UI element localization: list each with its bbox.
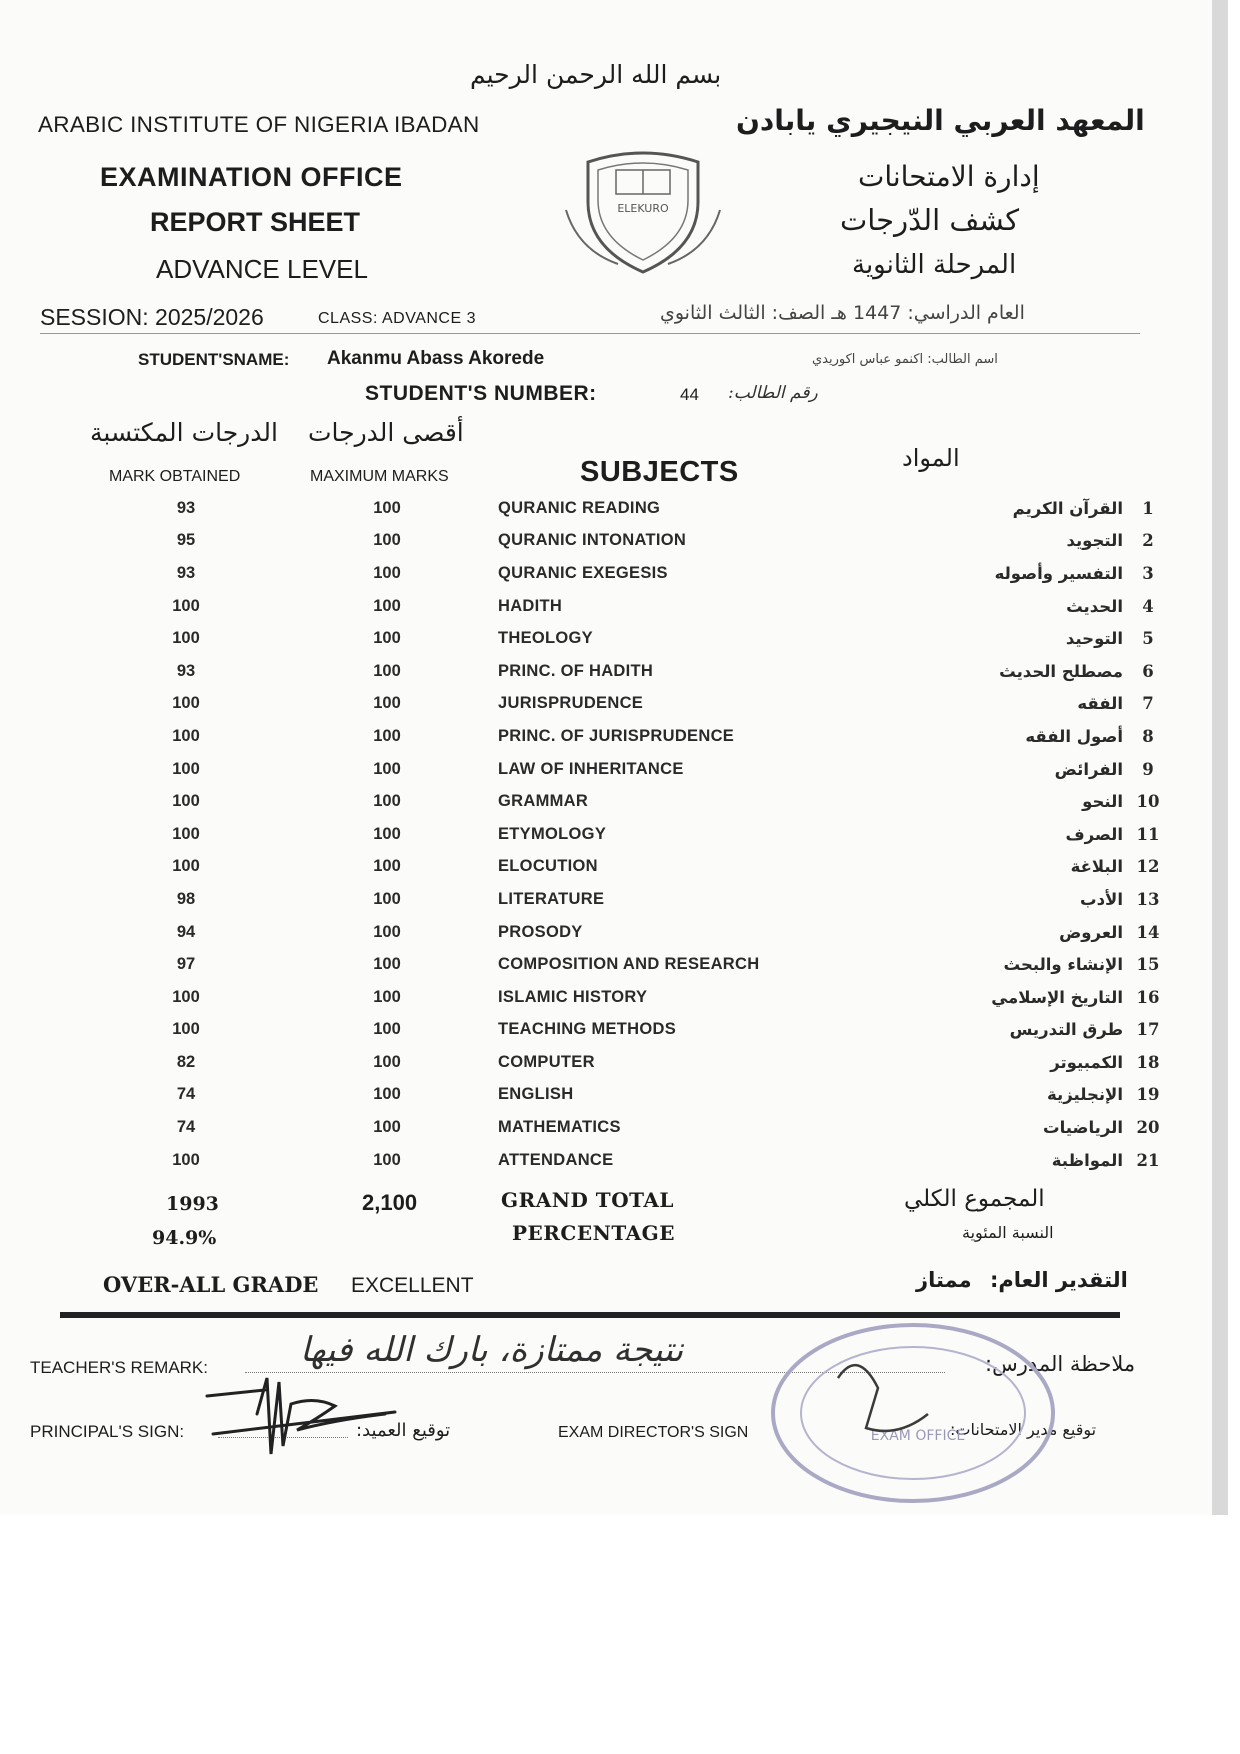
mark-obtained-cell: 74 <box>176 1085 196 1104</box>
student-number-label: STUDENT'S NUMBER: <box>365 382 597 405</box>
mark-obtained-cell: 97 <box>176 955 196 974</box>
mark-obtained-cell: 100 <box>172 857 200 876</box>
table-row <box>96 1014 1173 1047</box>
maximum-mark-cell: 100 <box>373 792 401 811</box>
mark-obtained-cell: 93 <box>176 563 196 582</box>
maximum-mark-cell: 100 <box>373 1020 401 1039</box>
table-row <box>96 818 1173 851</box>
percentage-label-ar: النسبة المئوية <box>962 1223 1054 1242</box>
grand-total-obtained: 1993 <box>166 1193 219 1215</box>
maximum-marks-ar-header: أقصى الدرجات <box>308 418 464 447</box>
subject-cell: ETYMOLOGY <box>498 824 607 843</box>
table-row <box>96 1046 1173 1079</box>
mark-obtained-cell: 100 <box>172 694 200 713</box>
maximum-mark-cell: 100 <box>373 629 401 648</box>
basmala: بسم الله الرحمن الرحيم <box>470 60 722 89</box>
maximum-mark-cell: 100 <box>373 759 401 778</box>
overall-grade-label: OVER-ALL GRADE <box>103 1272 319 1297</box>
teacher-remark-label-ar: ملاحظة المدرس: <box>985 1352 1136 1376</box>
subject-cell: PROSODY <box>498 922 583 941</box>
maximum-mark-cell: 100 <box>373 726 401 745</box>
mark-obtained-header: MARK OBTAINED <box>109 468 241 485</box>
mark-obtained-cell: 100 <box>172 987 200 1006</box>
table-row <box>96 948 1173 981</box>
subject-cell: ENGLISH <box>498 1085 574 1104</box>
subject-ar-cell: الرياضيات <box>1043 1118 1123 1138</box>
overall-grade-label-ar: التقدير العام: <box>990 1268 1128 1292</box>
subject-ar-cell: الأدب <box>1080 889 1123 909</box>
stamp-text: EXAM OFFICE <box>870 1428 966 1444</box>
maximum-mark-cell: 100 <box>373 889 401 908</box>
subject-ar-cell: الحديث <box>1066 596 1123 616</box>
maximum-mark-cell: 100 <box>373 694 401 713</box>
mark-obtained-cell: 98 <box>176 889 196 908</box>
grand-total-maximum: 2,100 <box>362 1190 418 1215</box>
maximum-mark-cell: 100 <box>373 1150 401 1169</box>
row-number-cell: 7 <box>1142 694 1154 714</box>
subject-cell: TEACHING METHODS <box>498 1020 677 1039</box>
maximum-mark-cell: 100 <box>373 955 401 974</box>
table-row <box>96 590 1173 623</box>
subject-cell: THEOLOGY <box>498 629 593 648</box>
maximum-mark-cell: 100 <box>373 824 401 843</box>
maximum-mark-cell: 100 <box>373 596 401 615</box>
table-row <box>96 1144 1173 1177</box>
subject-ar-cell: التاريخ الإسلامي <box>991 987 1123 1007</box>
table-row <box>96 785 1173 818</box>
exam-director-sign-label-ar: توقيع مدير الامتحانات: <box>950 1420 1097 1439</box>
subject-cell: HADITH <box>498 596 563 615</box>
page-edge <box>1212 0 1228 1515</box>
table-row <box>96 883 1173 916</box>
class: CLASS: ADVANCE 3 <box>318 310 476 327</box>
exam-office-title: EXAMINATION OFFICE <box>100 162 403 192</box>
session: SESSION: 2025/2026 <box>40 304 264 330</box>
row-number-cell: 13 <box>1136 889 1160 909</box>
mark-obtained-cell: 100 <box>172 596 200 615</box>
row-number-cell: 11 <box>1136 824 1160 844</box>
principal-sign-label-ar: توقيع العميد: <box>356 1420 451 1441</box>
subject-ar-cell: التفسير وأصوله <box>994 563 1123 583</box>
institute-logo <box>558 140 728 280</box>
mark-obtained-cell: 100 <box>172 1020 200 1039</box>
table-row <box>96 916 1173 949</box>
mark-obtained-cell: 82 <box>176 1052 196 1071</box>
maximum-mark-cell: 100 <box>373 857 401 876</box>
maximum-mark-cell: 100 <box>373 922 401 941</box>
marks-table <box>96 492 1173 1176</box>
table-row <box>96 688 1173 721</box>
row-number-cell: 15 <box>1136 955 1160 975</box>
row-number-cell: 1 <box>1142 498 1154 518</box>
report-sheet-title-ar: كشف الدّرجات <box>840 203 1020 237</box>
subject-cell: ELOCUTION <box>498 857 598 876</box>
row-number-cell: 8 <box>1142 726 1154 746</box>
institute-name-en: ARABIC INSTITUTE OF NIGERIA IBADAN <box>38 112 480 137</box>
subject-ar-cell: البلاغة <box>1070 857 1123 877</box>
maximum-marks-header: MAXIMUM MARKS <box>310 468 449 485</box>
teacher-remark-handwriting: نتيجة ممتازة، بارك الله فيها <box>300 1330 684 1370</box>
mark-obtained-cell: 94 <box>176 922 196 941</box>
subject-ar-cell: القرآن الكريم <box>1012 498 1123 518</box>
subject-ar-cell: الفرائض <box>1054 759 1123 779</box>
row-number-cell: 3 <box>1142 563 1154 583</box>
subject-cell: COMPOSITION AND RESEARCH <box>498 955 760 974</box>
percentage-label: PERCENTAGE <box>512 1221 675 1245</box>
subject-cell: QURANIC INTONATION <box>498 531 687 550</box>
mark-obtained-ar-header: الدرجات المكتسبة <box>90 418 278 447</box>
table-row <box>96 622 1173 655</box>
overall-grade-value-ar: ممتاز <box>916 1268 972 1292</box>
subject-ar-cell: الإنجليزية <box>1047 1085 1123 1105</box>
percentage-value: 94.9% <box>152 1227 217 1249</box>
subjects-ar-header: المواد <box>902 444 960 472</box>
row-number-cell: 14 <box>1136 922 1160 942</box>
overall-grade-value: EXCELLENT <box>351 1274 474 1297</box>
subject-cell: PRINC. OF HADITH <box>498 661 654 680</box>
student-name-value: Akanmu Abass Akorede <box>327 348 545 369</box>
logo-text: ELEKURO <box>617 202 669 215</box>
report-sheet-title: REPORT SHEET <box>150 207 361 237</box>
exam-office-stamp <box>768 1318 1058 1508</box>
subject-ar-cell: مصطلح الحديث <box>999 661 1123 681</box>
subject-cell: QURANIC READING <box>498 498 661 517</box>
table-row <box>96 1079 1173 1112</box>
row-number-cell: 10 <box>1136 792 1160 812</box>
subjects-header: SUBJECTS <box>580 456 739 488</box>
maximum-mark-cell: 100 <box>373 987 401 1006</box>
mark-obtained-cell: 95 <box>176 531 196 550</box>
table-row <box>96 720 1173 753</box>
mark-obtained-cell: 100 <box>172 792 200 811</box>
subject-cell: GRAMMAR <box>498 792 589 811</box>
subject-ar-cell: الكمبيوتر <box>1050 1052 1123 1072</box>
mark-obtained-cell: 100 <box>172 629 200 648</box>
row-number-cell: 4 <box>1142 596 1154 616</box>
subject-cell: PRINC. OF JURISPRUDENCE <box>498 726 735 745</box>
maximum-mark-cell: 100 <box>373 1052 401 1071</box>
row-number-cell: 19 <box>1136 1085 1160 1105</box>
table-row <box>96 557 1173 590</box>
row-number-cell: 2 <box>1142 531 1154 551</box>
exam-director-sign-label: EXAM DIRECTOR'S SIGN <box>558 1424 749 1441</box>
grand-total-label: GRAND TOTAL <box>501 1188 674 1212</box>
subject-ar-cell: التجويد <box>1066 531 1123 551</box>
subject-ar-cell: الصرف <box>1065 824 1123 844</box>
subject-cell: JURISPRUDENCE <box>498 694 644 713</box>
mark-obtained-cell: 93 <box>176 498 196 517</box>
table-row <box>96 655 1173 688</box>
student-number-value: 44 <box>680 385 699 404</box>
mark-obtained-cell: 100 <box>172 726 200 745</box>
subject-ar-cell: أصول الفقه <box>1025 726 1123 746</box>
table-row <box>96 981 1173 1014</box>
session-divider <box>40 333 1140 334</box>
maximum-mark-cell: 100 <box>373 1118 401 1137</box>
mark-obtained-cell: 74 <box>176 1118 196 1137</box>
table-row <box>96 1111 1173 1144</box>
subject-cell: ATTENDANCE <box>498 1150 614 1169</box>
subject-ar-cell: النحو <box>1082 792 1123 812</box>
exam-office-title-ar: إدارة الامتحانات <box>858 160 1040 193</box>
row-number-cell: 20 <box>1136 1118 1160 1138</box>
subject-cell: LAW OF INHERITANCE <box>498 759 684 778</box>
row-number-cell: 17 <box>1136 1020 1160 1040</box>
student-name-ar: اسم الطالب: اكنمو عباس اكوريدي <box>812 352 998 367</box>
row-number-cell: 21 <box>1136 1150 1160 1170</box>
subject-cell: COMPUTER <box>498 1052 595 1071</box>
mark-obtained-cell: 100 <box>172 824 200 843</box>
mark-obtained-cell: 93 <box>176 661 196 680</box>
teacher-remark-label: TEACHER'S REMARK: <box>30 1358 208 1377</box>
session-ar: العام الدراسي: 1447 هـ الصف: الثالث الثانوي <box>660 302 1025 324</box>
row-number-cell: 16 <box>1136 987 1160 1007</box>
row-number-cell: 18 <box>1136 1052 1160 1072</box>
principal-signature <box>205 1374 405 1456</box>
mark-obtained-cell: 100 <box>172 759 200 778</box>
subject-cell: QURANIC EXEGESIS <box>498 563 668 582</box>
subject-ar-cell: طرق التدريس <box>1009 1020 1123 1040</box>
student-number-ar: رقم الطالب: <box>728 383 818 403</box>
row-number-cell: 5 <box>1142 629 1154 649</box>
row-number-cell: 6 <box>1142 661 1154 681</box>
row-number-cell: 9 <box>1142 759 1154 779</box>
subject-cell: ISLAMIC HISTORY <box>498 987 648 1006</box>
institute-name-ar: المعهد العربي النيجيري يابادن <box>736 104 1145 137</box>
subject-cell: LITERATURE <box>498 889 605 908</box>
subject-ar-cell: الإنشاء والبحث <box>1003 955 1123 975</box>
subject-ar-cell: التوحيد <box>1065 629 1123 649</box>
maximum-mark-cell: 100 <box>373 563 401 582</box>
mark-obtained-cell: 100 <box>172 1150 200 1169</box>
subject-cell: MATHEMATICS <box>498 1118 621 1137</box>
table-row <box>96 753 1173 786</box>
row-number-cell: 12 <box>1136 857 1160 877</box>
subject-ar-cell: الفقه <box>1077 694 1123 714</box>
table-row <box>96 851 1173 884</box>
student-name-label: STUDENT'SNAME: <box>138 350 290 369</box>
maximum-mark-cell: 100 <box>373 498 401 517</box>
maximum-mark-cell: 100 <box>373 661 401 680</box>
subject-ar-cell: العروض <box>1059 922 1123 942</box>
subject-ar-cell: المواظبة <box>1051 1150 1123 1170</box>
maximum-mark-cell: 100 <box>373 1085 401 1104</box>
level-title-ar: المرحلة الثانوية <box>852 250 1017 280</box>
principal-sign-label: PRINCIPAL'S SIGN: <box>30 1422 185 1441</box>
table-row <box>96 525 1173 558</box>
level-title: ADVANCE LEVEL <box>156 254 368 284</box>
maximum-mark-cell: 100 <box>373 531 401 550</box>
grand-total-label-ar: المجموع الكلي <box>904 1186 1045 1212</box>
table-row <box>96 492 1173 525</box>
